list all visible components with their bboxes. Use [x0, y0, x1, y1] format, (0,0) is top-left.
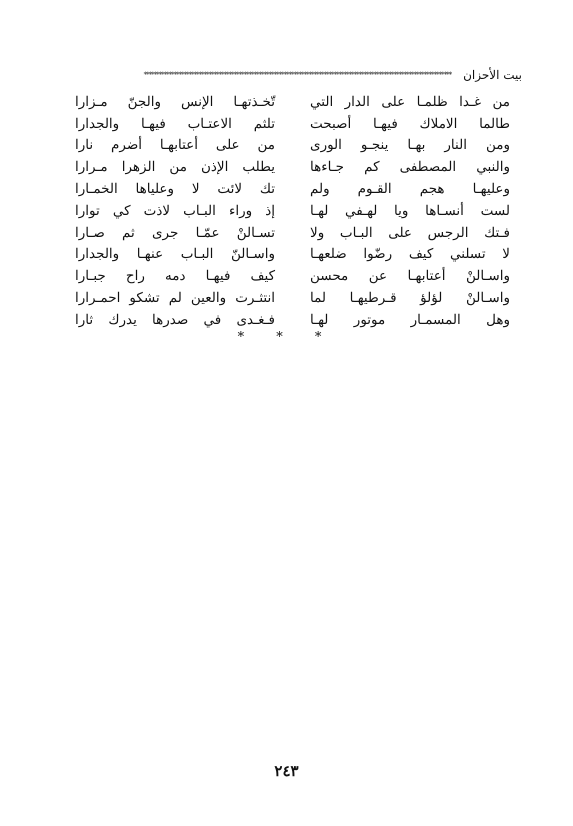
first-hemistich: من غـدا ظلمـا على الدار التي: [310, 93, 510, 110]
second-hemistich: انتثـرت والعين لم تشكو احمـرارا: [75, 290, 275, 307]
first-hemistich: ومن النار بهـا ينجـو الورى: [310, 137, 510, 154]
second-hemistich: واسـالنّ البـاب عنهـا والجدارا: [75, 246, 275, 263]
header-stars-short: ***: [443, 71, 452, 79]
first-hemistich: لست أنسـاها ويا لهـفي لهـا: [310, 202, 510, 219]
second-hemistich: من على أعتابهـا أضرم نارا: [75, 137, 275, 154]
first-hemistich: فـتك الرجس على البـاب ولا: [310, 224, 510, 241]
verse: [75, 244, 510, 266]
page-number: ٢٤٣: [274, 762, 299, 780]
first-hemistich: واسـالنْ لؤلؤ قـرطيهـا لما: [310, 290, 510, 307]
verse: [75, 287, 510, 309]
poem: [75, 91, 510, 331]
first-hemistich: والنبي المصطفى كم جـاءها: [310, 159, 510, 176]
second-hemistich: تسـالنْ عمّـا جرى ثم صـارا: [75, 224, 275, 241]
first-hemistich: واسـالنْ أعتابهـا عن محسن: [310, 268, 510, 285]
header-stars-line: ************************************************************************************************************************: [143, 71, 444, 79]
first-hemistich: وهل المسمـار موتور لهـا: [310, 311, 510, 328]
second-hemistich: تك لائت لا وعلياها الخمـارا: [75, 181, 275, 198]
verse: [75, 178, 510, 200]
second-hemistich: تّخـذتهـا الإنس والجنّ مـزارا: [75, 93, 275, 110]
verse: [75, 156, 510, 178]
verse: [75, 309, 510, 331]
verse: [75, 135, 510, 157]
page-header: [62, 66, 522, 84]
verse: [75, 265, 510, 287]
second-hemistich: إذ وراء البـاب لاذت كي توارا: [75, 202, 275, 219]
verse: [75, 222, 510, 244]
section-separator: * * *: [237, 330, 336, 345]
verse: [75, 91, 510, 113]
running-title: بيت الأحزان: [463, 68, 522, 82]
second-hemistich: تلثم الاعتـاب فيهـا والجدارا: [75, 115, 275, 132]
first-hemistich: لا تسلني كيف رضّوا ضلعهـا: [310, 246, 510, 263]
second-hemistich: كيف فيهـا دمه راح جبـارا: [75, 268, 275, 285]
verse: [75, 113, 510, 135]
second-hemistich: فـغـدى في صدرها يدرك ثارا: [75, 311, 275, 328]
first-hemistich: وعليهـا هجم القـوم ولم: [310, 181, 510, 198]
first-hemistich: طالما الاملاك فيهـا أصبحت: [310, 115, 510, 132]
verse: [75, 200, 510, 222]
second-hemistich: يطلب الإذن من الزهرا مـرارا: [75, 159, 275, 176]
